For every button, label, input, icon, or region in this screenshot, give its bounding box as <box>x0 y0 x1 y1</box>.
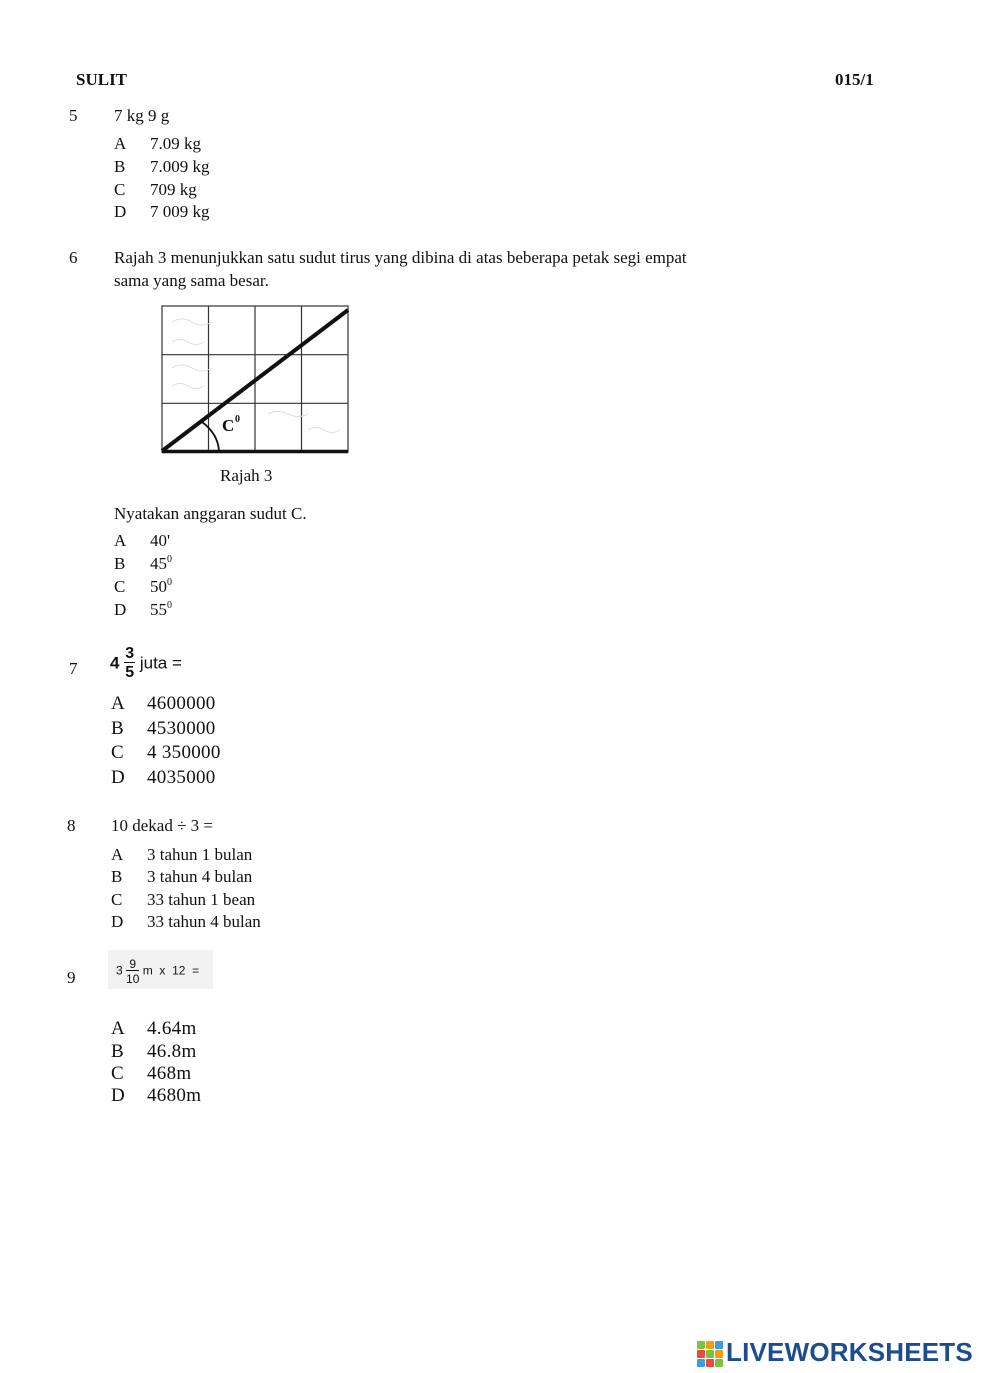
q7-denominator: 5 <box>125 664 135 681</box>
option-text: 33 tahun 4 bulan <box>147 912 261 931</box>
q9-option-d[interactable] <box>111 1085 201 1107</box>
q5-option-a[interactable] <box>114 134 201 154</box>
q7-fraction <box>124 646 135 681</box>
angle-arc <box>202 422 219 451</box>
option-letter: A <box>111 845 124 864</box>
option-text: 45 <box>150 554 167 573</box>
option-text: 4 350000 <box>147 742 221 763</box>
option-text: 55 <box>150 600 167 619</box>
q8-number: 8 <box>67 816 76 835</box>
option-letter: B <box>111 718 124 739</box>
liveworksheets-logo[interactable] <box>697 1337 973 1368</box>
option-letter: D <box>111 912 124 931</box>
q5-option-b[interactable] <box>114 157 210 177</box>
option-text: 7.09 kg <box>150 134 201 153</box>
option-letter: A <box>111 1018 126 1039</box>
option-degree: 0 <box>167 577 172 588</box>
header-code: 015/1 <box>835 70 874 89</box>
option-degree: 0 <box>167 600 172 611</box>
liveworksheets-logo-icon <box>697 1341 723 1367</box>
option-text: 50 <box>150 577 167 596</box>
q9-option-c[interactable] <box>111 1063 191 1085</box>
q7-whole: 4 <box>110 653 120 673</box>
q6-caption: Rajah 3 <box>220 466 273 485</box>
q5-stem: 7 kg 9 g <box>114 106 170 125</box>
option-letter: C <box>111 1063 124 1084</box>
option-text: 33 tahun 1 bean <box>147 890 256 909</box>
q8-option-b[interactable] <box>111 867 252 887</box>
q7-stem <box>110 646 182 681</box>
option-letter: B <box>114 554 126 573</box>
option-text: 709 kg <box>150 180 197 199</box>
q9-denominator: 10 <box>126 972 140 986</box>
option-degree: 0 <box>167 554 172 565</box>
q7-suffix: juta = <box>139 653 182 673</box>
q6-grid-diagram <box>158 302 354 458</box>
option-letter: D <box>114 202 127 221</box>
option-text: 4035000 <box>147 767 216 788</box>
q9-whole: 3 <box>116 963 123 978</box>
option-letter: A <box>111 693 126 714</box>
q5-number: 5 <box>69 106 78 125</box>
option-text: 3 tahun 1 bulan <box>147 845 253 864</box>
option-letter: B <box>111 867 123 886</box>
q7-number: 7 <box>69 659 78 678</box>
q8-option-c[interactable] <box>111 890 255 910</box>
q6-number: 6 <box>69 248 78 267</box>
option-letter: C <box>114 180 126 199</box>
option-text: 468m <box>147 1063 192 1084</box>
q9-fraction <box>126 958 139 985</box>
q9-numerator: 9 <box>126 958 139 971</box>
q6-option-a[interactable] <box>114 531 170 551</box>
option-text: 7 009 kg <box>150 202 210 221</box>
option-text: 3 tahun 4 bulan <box>147 867 253 886</box>
q9-option-a[interactable] <box>111 1018 197 1040</box>
logo-text: LIVEWORKSHEETS <box>726 1337 973 1367</box>
angle-label: C <box>222 416 235 435</box>
q7-numerator: 3 <box>125 645 135 662</box>
angle-label-sup: 0 <box>235 414 240 425</box>
option-letter: A <box>114 134 127 153</box>
option-letter: C <box>111 890 123 909</box>
option-text: 4.64m <box>147 1018 197 1039</box>
q6-stem-line2: sama yang sama besar. <box>114 271 269 290</box>
q8-option-d[interactable] <box>111 912 261 932</box>
q6-question: Nyatakan anggaran sudut C. <box>114 504 307 523</box>
q9-option-b[interactable] <box>111 1041 197 1063</box>
q5-option-d[interactable] <box>114 202 210 222</box>
option-text: 46.8m <box>147 1041 197 1062</box>
option-letter: D <box>111 1085 126 1106</box>
q8-option-a[interactable] <box>111 845 252 865</box>
q7-option-d[interactable] <box>111 767 216 789</box>
q7-option-b[interactable] <box>111 718 216 740</box>
option-text: 4600000 <box>147 693 216 714</box>
q5-option-c[interactable] <box>114 180 197 200</box>
q6-option-b[interactable] <box>114 554 172 574</box>
q9-suffix: m x 12 = <box>142 963 200 978</box>
q8-stem: 10 dekad ÷ 3 = <box>111 816 214 835</box>
option-text: 7.009 kg <box>150 157 210 176</box>
q6-stem-line1: Rajah 3 menunjukkan satu sudut tirus yang dibina di atas beberapa petak segi empat <box>114 248 687 267</box>
option-letter: B <box>114 157 126 176</box>
option-letter: B <box>111 1041 124 1062</box>
q9-number: 9 <box>67 968 76 987</box>
q7-option-c[interactable] <box>111 742 221 764</box>
q9-stem <box>108 950 213 989</box>
option-text: 40' <box>150 531 171 550</box>
option-text: 4680m <box>147 1085 202 1106</box>
option-letter: D <box>111 767 126 788</box>
option-text: 4530000 <box>147 718 216 739</box>
option-letter: D <box>114 600 127 619</box>
option-letter: C <box>111 742 124 763</box>
header-sulit: SULIT <box>76 70 128 89</box>
option-letter: A <box>114 531 127 550</box>
q7-option-a[interactable] <box>111 693 216 715</box>
q6-option-c[interactable] <box>114 577 172 597</box>
q6-option-d[interactable] <box>114 600 172 620</box>
option-letter: C <box>114 577 126 596</box>
